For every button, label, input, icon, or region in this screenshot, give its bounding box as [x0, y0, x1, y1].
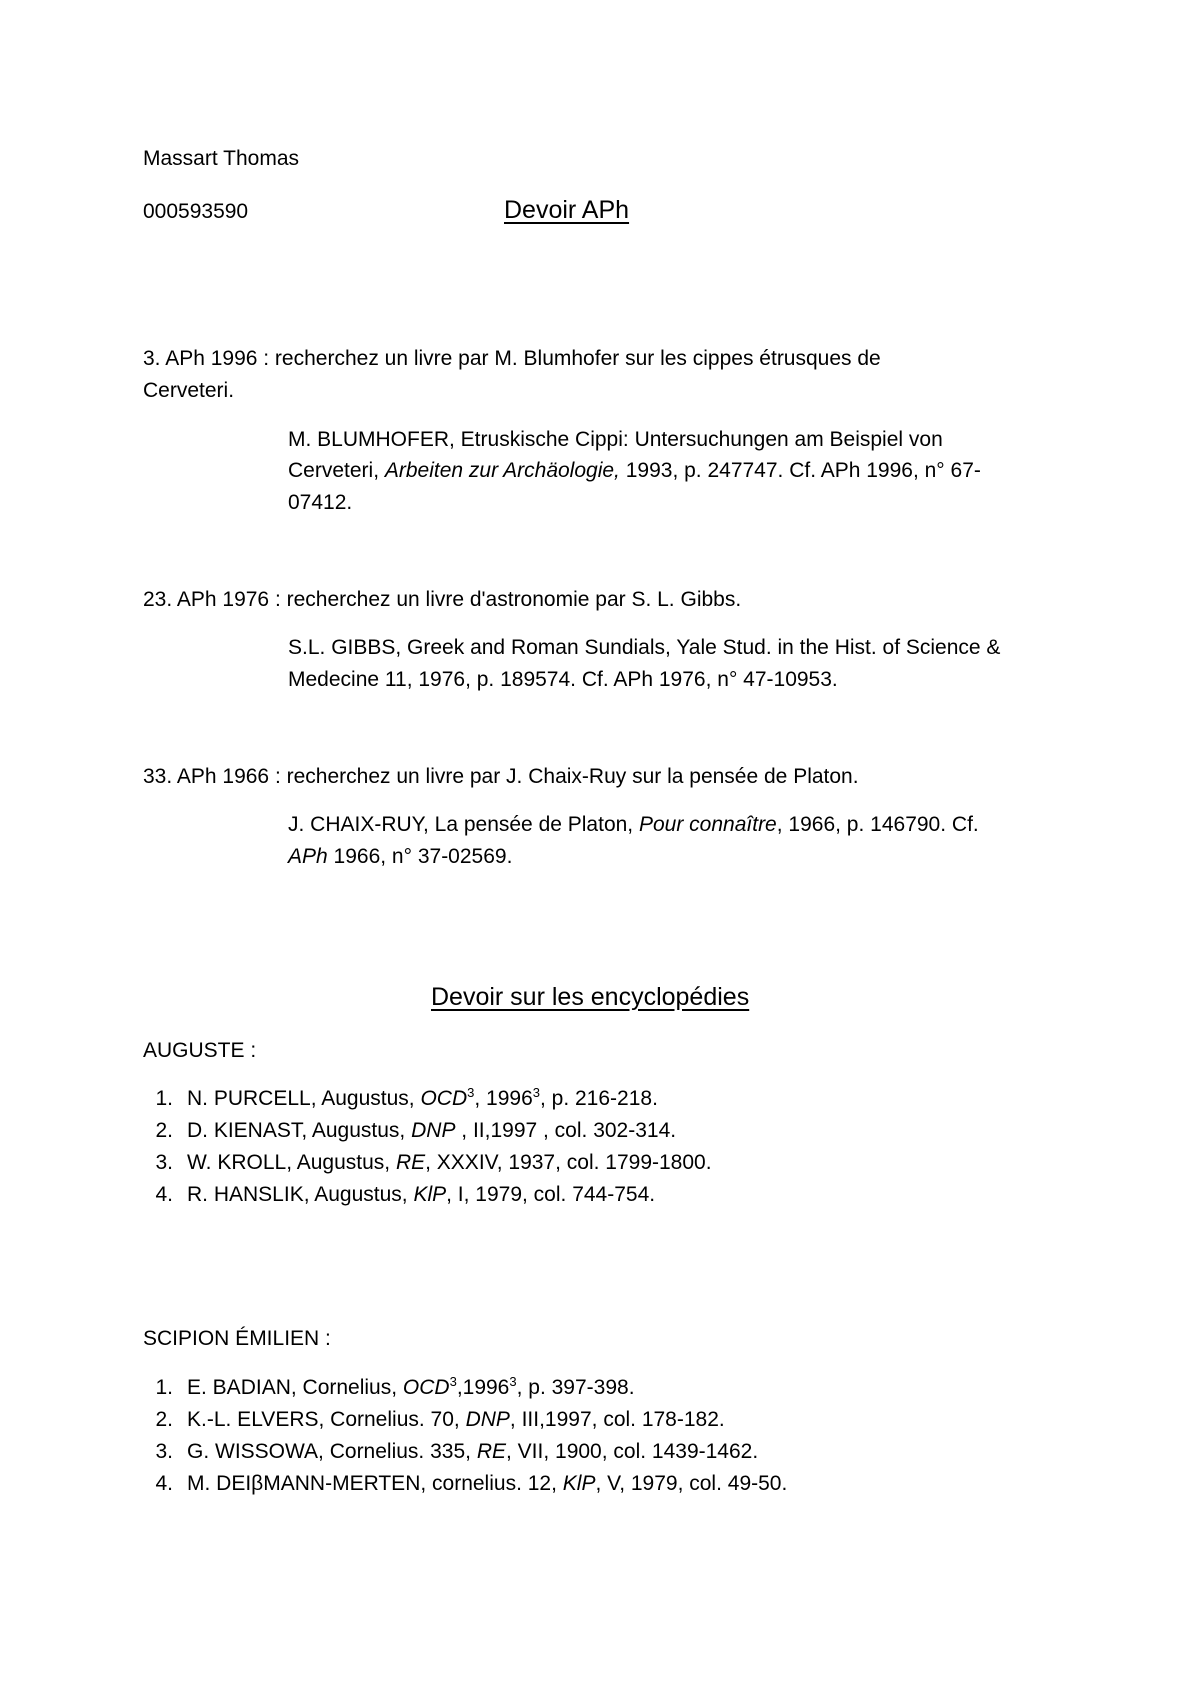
answer-33-line-1	[288, 810, 979, 840]
list-encyclopedia: KlP	[413, 1183, 447, 1206]
list-author-entry: K.-L. ELVERS, Cornelius. 70,	[187, 1408, 466, 1431]
list-number: 1.	[155, 1087, 173, 1110]
answer-3-series: Arbeiten zur Archäologie,	[384, 459, 620, 482]
scipion-heading: SCIPION ÉMILIEN :	[143, 1327, 331, 1350]
list-item	[143, 1180, 655, 1210]
question-23: 23. APh 1976 : recherchez un livre d'astronomie par S. L. Gibbs.	[143, 588, 742, 611]
list-reference: , III,1997, col. 178-182.	[509, 1408, 725, 1431]
list-encyclopedia: OCD	[402, 1376, 450, 1399]
answer-3-line-3: 07412.	[288, 491, 353, 514]
list-encyclopedia: DNP	[465, 1408, 510, 1431]
section-title-encyclopedies: Devoir sur les encyclopédies	[431, 983, 750, 1011]
list-edition-sup: 3	[467, 1085, 475, 1100]
list-reference: , XXXIV, 1937, col. 1799-1800.	[425, 1151, 712, 1174]
list-item	[143, 1373, 635, 1403]
list-author-entry: R. HANSLIK, Augustus,	[187, 1183, 414, 1206]
list-number: 2.	[155, 1119, 173, 1142]
page-title: Devoir APh	[504, 196, 630, 224]
list-number: 4.	[155, 1183, 173, 1206]
list-year: ,1996	[456, 1376, 510, 1399]
answer-3-line-2	[288, 456, 981, 486]
list-author-entry: N. PURCELL, Augustus,	[187, 1087, 421, 1110]
list-year-sup: 3	[532, 1085, 540, 1100]
list-encyclopedia: RE	[476, 1440, 506, 1463]
list-number: 2.	[155, 1408, 173, 1431]
answer-33-num: 1966, n° 37-02569.	[327, 845, 513, 868]
list-encyclopedia: RE	[395, 1151, 426, 1174]
list-year: , 1996	[474, 1087, 533, 1110]
answer-33-series: Pour connaître	[638, 813, 777, 836]
list-reference: , p. 397-398.	[516, 1376, 635, 1399]
list-item	[143, 1116, 676, 1146]
list-item	[143, 1084, 658, 1114]
student-id: 000593590	[143, 200, 249, 223]
list-reference: , II,1997 , col. 302-314.	[455, 1119, 677, 1142]
author-name: Massart Thomas	[143, 147, 299, 170]
answer-33-line-2	[288, 842, 512, 872]
list-author-entry: G. WISSOWA, Cornelius. 335,	[187, 1440, 477, 1463]
answer-23-line-1: S.L. GIBBS, Greek and Roman Sundials, Yale Stud. in the Hist. of Science &	[288, 636, 1001, 659]
answer-23-line-2: Medecine 11, 1976, p. 189574. Cf. APh 1976, n° 47-10953.	[288, 668, 838, 691]
question-3-line-2: Cerveteri.	[143, 379, 235, 402]
answer-33-text: J. CHAIX-RUY, La pensée de Platon,	[288, 813, 639, 836]
answer-3-text: Cerveteri,	[288, 459, 385, 482]
list-reference: , I, 1979, col. 744-754.	[446, 1183, 656, 1206]
list-edition-sup: 3	[449, 1374, 457, 1389]
auguste-heading: AUGUSTE :	[143, 1039, 257, 1062]
list-number: 3.	[155, 1151, 173, 1174]
list-number: 3.	[155, 1440, 173, 1463]
question-3-line-1: 3. APh 1996 : recherchez un livre par M. Blumhofer sur les cippes étrusques de	[143, 347, 881, 370]
list-author-entry: M. DEIβMANN-MERTEN, cornelius. 12,	[187, 1472, 563, 1495]
list-author-entry: W. KROLL, Augustus,	[187, 1151, 396, 1174]
answer-3-line-1: M. BLUMHOFER, Etruskische Cippi: Untersuchungen am Beispiel von	[288, 428, 943, 451]
list-number: 1.	[155, 1376, 173, 1399]
list-encyclopedia: KlP	[562, 1472, 596, 1495]
list-reference: , p. 216-218.	[539, 1087, 658, 1110]
answer-3-ref: 1993, p. 247747. Cf. APh 1996, n° 67-	[619, 459, 981, 482]
question-33: 33. APh 1966 : recherchez un livre par J. Chaix-Ruy sur la pensée de Platon.	[143, 765, 859, 788]
list-author-entry: D. KIENAST, Augustus,	[187, 1119, 412, 1142]
list-number: 4.	[155, 1472, 173, 1495]
list-item	[143, 1437, 758, 1467]
answer-33-ref: , 1966, p. 146790. Cf.	[776, 813, 979, 836]
list-item	[143, 1148, 712, 1178]
list-encyclopedia: OCD	[420, 1087, 468, 1110]
answer-33-aph: APh	[288, 845, 328, 868]
list-item	[143, 1405, 725, 1435]
list-reference: , V, 1979, col. 49-50.	[595, 1472, 788, 1495]
list-item	[143, 1469, 787, 1499]
list-encyclopedia: DNP	[411, 1119, 456, 1142]
list-author-entry: E. BADIAN, Cornelius,	[187, 1376, 403, 1399]
list-reference: , VII, 1900, col. 1439-1462.	[506, 1440, 759, 1463]
list-year-sup: 3	[509, 1374, 517, 1389]
